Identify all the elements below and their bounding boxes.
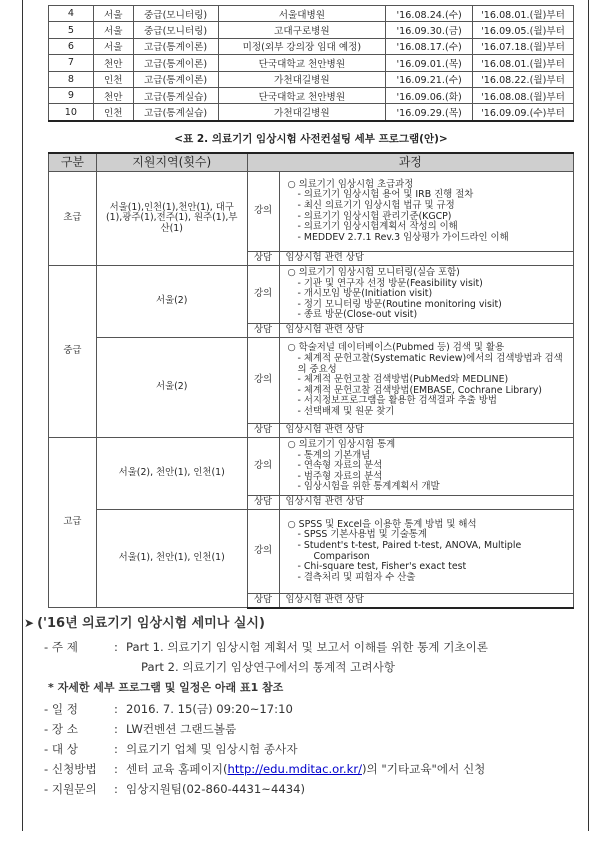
contact-label: - 지원문의 (44, 782, 97, 796)
registration-start: '16.08.01.(월)부터 (473, 6, 574, 22)
course-item: - 의료기기 임상시험 용어 및 IRB 진행 절차 (288, 190, 568, 201)
place-label: - 장 소 (44, 722, 78, 736)
apply-prefix: 센터 교육 홈페이지( (126, 762, 228, 776)
seminar-apply-row: - 신청방법 : 센터 교육 홈페이지(http://edu.mditac.or.kr/)의 "기타교육"에서 신청 (24, 759, 584, 779)
consult-text: 임상시험 관련 상담 (279, 594, 574, 608)
course-item: - Chi-square test, Fisher's exact test (288, 562, 568, 573)
region-cell: 서울(2), 천안(1), 인천(1) (96, 438, 247, 510)
venue: 단국대학교 천안병원 (218, 87, 386, 103)
schedule-row (49, 71, 574, 87)
course-item: - 통계의 기본개념 (288, 451, 568, 462)
region-cell: 서울(1),인천(1),천안(1), 대구(1),광주(1),전주(1), 원주(1),부산(1) (96, 172, 247, 266)
region: 천안 (93, 55, 133, 71)
course-level: 고급(통계이론) (133, 38, 218, 54)
course-item: - MEDDEV 2.7.1 Rev.3 임상평가 가이드라인 이해 (288, 233, 568, 244)
chevron-right-icon: ➤ (24, 616, 35, 630)
region-cell: 서울(1), 천안(1), 인천(1) (96, 510, 247, 608)
row-number: 5 (49, 22, 94, 38)
target-label: - 대 상 (44, 742, 78, 756)
course-content (279, 438, 574, 496)
region-cell: 서울(2) (96, 338, 247, 438)
registration-start: '16.09.09.(수)부터 (473, 104, 574, 121)
page-frame-right (588, 0, 589, 831)
region: 인천 (93, 71, 133, 87)
subject-label: - 주 제 (44, 640, 78, 654)
schedule-row (49, 87, 574, 103)
course-item: - 서지정보프로그램을 활용한 검색결과 추출 방법 (288, 396, 568, 407)
region: 인천 (93, 104, 133, 121)
course-item: - 정기 모니터링 방문(Routine monitoring visit) (288, 300, 568, 311)
course-content (279, 266, 574, 324)
venue: 서울대병원 (218, 6, 386, 22)
contact-value: 임상지원팀(02-860-4431~4434) (126, 782, 306, 796)
region: 서울 (93, 6, 133, 22)
course-item: - 선택배제 및 원문 찾기 (288, 407, 568, 418)
type-lecture: 강의 (247, 172, 279, 252)
program-row (49, 338, 574, 424)
course-item: - 연속형 자료의 분석 (288, 461, 568, 472)
seminar-section (24, 612, 584, 799)
seminar-title (24, 612, 584, 631)
program-header-row (49, 153, 574, 172)
venue: 미정(외부 강의장 임대 예정) (218, 38, 386, 54)
course-level: 고급(통계이론) (133, 71, 218, 87)
course-item: - 체계적 문헌고찰 검색방법(PubMed와 MEDLINE) (288, 375, 568, 386)
type-consult: 상담 (247, 424, 279, 438)
date-label: - 일 정 (44, 702, 78, 716)
seminar-date-row: - 일 정 : 2016. 7. 15(금) 09:20~17:10 (24, 699, 584, 719)
course-content (279, 338, 574, 424)
course-content (279, 172, 574, 252)
event-date: '16.09.30.(금) (386, 22, 473, 38)
subject-value-1: Part 1. 의료기기 임상시험 계획서 및 보고서 이해를 위한 통계 기초이론 (126, 640, 488, 654)
registration-start: '16.08.01.(월)부터 (473, 55, 574, 71)
region: 서울 (93, 38, 133, 54)
course-level: 중급(모니터링) (133, 22, 218, 38)
type-consult: 상담 (247, 252, 279, 266)
program-row (49, 438, 574, 496)
seminar-subject-row: - 주 제 : Part 1. 의료기기 임상시험 계획서 및 보고서 이해를 위한 통계 기초이론 (24, 637, 584, 657)
event-date: '16.09.21.(수) (386, 71, 473, 87)
level-advanced: 고급 (49, 438, 97, 608)
row-number: 10 (49, 104, 94, 121)
course-item: - 개시모임 방문(Initiation visit) (288, 289, 568, 300)
type-consult: 상담 (247, 324, 279, 338)
course-item: - SPSS 기본사용법 및 기술통계 (288, 530, 568, 541)
course-item: - 종료 방문(Close-out visit) (288, 310, 568, 321)
venue: 가천대길병원 (218, 71, 386, 87)
row-number: 6 (49, 38, 94, 54)
type-consult: 상담 (247, 496, 279, 510)
consult-text: 임상시험 관련 상담 (279, 252, 574, 266)
header-level: 구분 (49, 153, 97, 172)
seminar-place-row: - 장 소 : LW컨벤션 그랜드볼룸 (24, 719, 584, 739)
row-number: 7 (49, 55, 94, 71)
registration-start: '16.09.05.(월)부터 (473, 22, 574, 38)
consult-text: 임상시험 관련 상담 (279, 496, 574, 510)
schedule-row (49, 38, 574, 54)
type-consult: 상담 (247, 594, 279, 608)
region: 천안 (93, 87, 133, 103)
event-date: '16.08.24.(수) (386, 6, 473, 22)
type-lecture: 강의 (247, 266, 279, 324)
course-head: ○ 의료기기 임상시험 통계 (287, 439, 396, 451)
type-lecture: 강의 (247, 438, 279, 496)
course-item: - 의료기기 임상시험계획서 작성의 이해 (288, 222, 568, 233)
apply-label: - 신청방법 (44, 762, 97, 776)
event-date: '16.09.06.(화) (386, 87, 473, 103)
registration-start: '16.08.08.(월)부터 (473, 87, 574, 103)
program-row (49, 172, 574, 252)
target-value: 의료기기 업체 및 임상시험 종사자 (126, 742, 298, 756)
row-number: 4 (49, 6, 94, 22)
course-item: - 임상시험을 위한 통계계획서 개발 (288, 482, 568, 493)
schedule-row (49, 22, 574, 38)
page-frame-left (22, 0, 23, 831)
course-level: 고급(통계실습) (133, 87, 218, 103)
course-item-continued: Comparison (313, 550, 370, 562)
header-course: 과정 (247, 153, 573, 172)
registration-start: '16.08.22.(월)부터 (473, 71, 574, 87)
course-item: - 최신 의료기기 임상시험 법규 및 규정 (288, 201, 568, 212)
level-intermediate: 중급 (49, 266, 97, 438)
apply-suffix: )의 "기타교육"에서 신청 (362, 762, 486, 776)
venue: 단국대학교 천안병원 (218, 55, 386, 71)
schedule-row (49, 104, 574, 121)
header-region: 지원지역(횟수) (96, 153, 247, 172)
course-item: - 의료기기 임상시험 관리기준(KGCP) (288, 212, 568, 223)
schedule-table (48, 5, 574, 122)
program-table-caption: <표 2. 의료기기 임상시험 사전컨설팅 세부 프로그램(안)> (174, 133, 448, 145)
seminar-note: * 자세한 세부 프로그램 및 일정은 아래 표1 참조 (48, 681, 284, 694)
row-number: 8 (49, 71, 94, 87)
course-head: ○ 의료기기 임상시험 초급과정 (287, 178, 414, 190)
schedule-row (49, 55, 574, 71)
region: 서울 (93, 22, 133, 38)
type-lecture: 강의 (247, 338, 279, 424)
course-item: - Student's t-test, Paired t-test, ANOVA, Multiple (288, 541, 568, 552)
course-head: ○ 학술저널 데이터베이스(Pubmed 등) 검색 및 활용 (287, 342, 505, 354)
program-table (48, 152, 574, 609)
type-lecture: 강의 (247, 510, 279, 594)
registration-start: '16.07.18.(월)부터 (473, 38, 574, 54)
course-head: ○ 의료기기 임상시험 모니터링(실습 포함) (287, 267, 460, 279)
event-date: '16.09.29.(목) (386, 104, 473, 121)
program-row (49, 510, 574, 594)
date-value: 2016. 7. 15(금) 09:20~17:10 (126, 702, 293, 716)
course-item: - 결측처리 및 피험자 수 산출 (288, 573, 568, 584)
seminar-contact-row: - 지원문의 : 임상지원팀(02-860-4431~4434) (24, 779, 584, 799)
consult-text: 임상시험 관련 상담 (279, 324, 574, 338)
level-beginner: 초급 (49, 172, 97, 266)
venue: 고대구로병원 (218, 22, 386, 38)
course-content (279, 510, 574, 594)
course-item: - 범주형 자료의 분석 (288, 472, 568, 483)
seminar-subject-row-2 (24, 657, 584, 677)
place-value: LW컨벤션 그랜드볼룸 (126, 722, 237, 736)
program-row (49, 266, 574, 324)
course-level: 고급(통계이론) (133, 55, 218, 71)
seminar-title-text: ('16년 의료기기 임상시험 세미나 실시) (37, 616, 265, 631)
row-number: 9 (49, 87, 94, 103)
course-item: - 기관 및 연구자 선정 방문(Feasibility visit) (288, 279, 568, 290)
consult-text: 임상시험 관련 상담 (279, 424, 574, 438)
event-date: '16.08.17.(수) (386, 38, 473, 54)
venue: 가천대길병원 (218, 104, 386, 121)
course-level: 중급(모니터링) (133, 6, 218, 22)
region-cell: 서울(2) (96, 266, 247, 338)
seminar-target-row: - 대 상 : 의료기기 업체 및 임상시험 종사자 (24, 739, 584, 759)
event-date: '16.09.01.(목) (386, 55, 473, 71)
course-item: - 체계적 문헌고찰(Systematic Review)에서의 검색방법과 검색의 중요성 (288, 354, 568, 375)
course-level: 고급(통계실습) (133, 104, 218, 121)
subject-value-2: Part 2. 의료기기 임상연구에서의 통계적 고려사항 (141, 660, 395, 674)
apply-link[interactable]: http://edu.mditac.or.kr/ (227, 762, 362, 776)
course-item: - 체계적 문헌고찰 검색방법(EMBASE, Cochrane Library) (288, 386, 568, 397)
course-head: ○ SPSS 및 Excel을 이용한 통계 방법 및 해석 (287, 518, 477, 530)
schedule-row (49, 6, 574, 22)
